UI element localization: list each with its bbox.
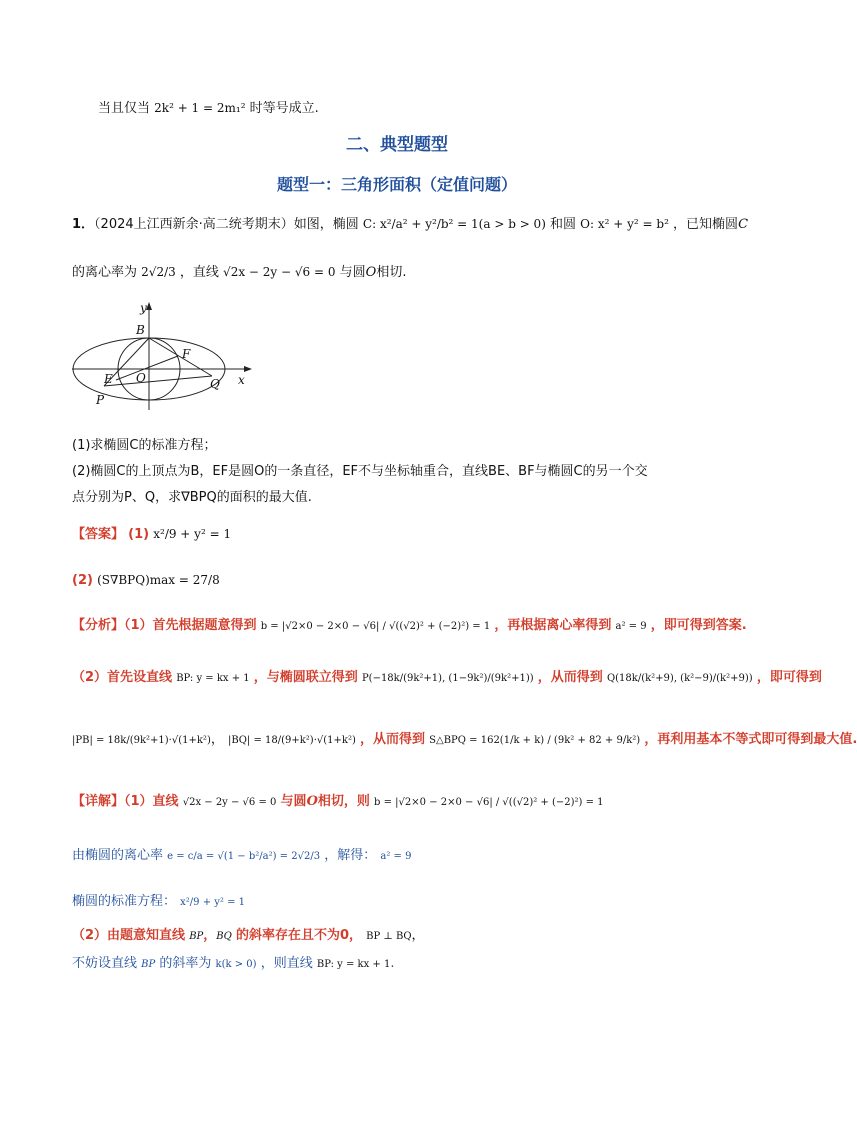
analysis-p2-mid: ，与椭圆联立得到 <box>253 670 358 685</box>
detail-line-5: 不妨设直线 BP 的斜率为 k(k > 0) ，则直线 BP: y = kx + 1. <box>72 956 395 971</box>
detail-d5-pre: 不妨设直线 <box>72 956 138 971</box>
analysis-p2-pre: （2）首先设直线 <box>72 670 173 685</box>
analysis-pb: |PB| = 18k/(9k²+1)·√(1+k²) <box>72 735 211 746</box>
detail-bq: BQ <box>216 931 232 942</box>
problem-number: 1． <box>72 217 95 232</box>
analysis-p3-mid: ，从而得到 <box>360 732 426 747</box>
analysis-area: S△BPQ = 162(1/k + k) / (9k² + 82 + 9/k²) <box>429 735 641 746</box>
answer-part1-label: (1) <box>128 527 150 542</box>
detail-var-o: O <box>306 794 318 809</box>
detail-line-2 <box>72 846 411 867</box>
detail-d1-post: 相切，则 <box>317 794 370 809</box>
detail-d5-mid: 的斜率为 <box>159 956 212 971</box>
answer-part2: (S∇BPQ)max = 27/8 <box>97 573 220 587</box>
detail-ecc-eq: e = c/a = √(1 − b²/a²) = 2√2/3 <box>167 851 321 862</box>
label-q: Q <box>210 377 220 391</box>
ellipse-equation: C: x²/a² + y²/b² = 1(a > b > 0) <box>362 217 546 231</box>
detail-bp: BP <box>189 931 204 942</box>
detail-line-1 <box>72 792 604 813</box>
detail-line-4: （2）由题意知直线 BP，BQ 的斜率存在且不为0， BP ⊥ BQ， <box>72 928 425 943</box>
intro-prefix: 当且仅当 <box>98 101 151 116</box>
detail-d5-post: ，则直线 <box>260 956 313 971</box>
problem-text-3: ，已知椭圆 <box>673 217 739 232</box>
detail-bp-eq: BP: y = kx + 1 <box>316 959 391 970</box>
question-2-line-2: 点分别为P、Q，求∇BPQ的面积的最大值. <box>72 490 312 505</box>
analysis-line-2 <box>72 668 822 689</box>
section-title: 二、典型题型 <box>346 135 448 155</box>
answer-part2-label: (2) <box>72 573 93 588</box>
label-b: B <box>136 323 145 337</box>
detail-d4-pre: （2）由题意知直线 <box>72 928 186 943</box>
y-arrow <box>146 302 152 310</box>
detail-d1-mid: 与圆 <box>280 794 307 809</box>
detail-d4-post: 的斜率存在且不为0， <box>235 928 363 943</box>
detail-d5-bp: BP <box>141 959 156 970</box>
analysis-bq: |BQ| = 18/(9+k²)·√(1+k²) <box>227 735 356 746</box>
detail-d1-pre: （1）直线 <box>124 794 179 809</box>
answer-tag: 【答案】 <box>72 527 125 542</box>
detail-a2: a² = 9 <box>380 851 412 862</box>
analysis-point-p: P(−18k/(9k²+1), (1−9k²)/(9k²+1)) <box>361 673 534 684</box>
label-o: O <box>136 371 146 385</box>
eccentricity-value: 2√2/3 <box>141 265 176 279</box>
tangent-text: 相切. <box>376 265 407 280</box>
problem-line-1 <box>72 214 748 235</box>
problem-source: （2024上江西新余·高二统考期末） <box>94 217 294 232</box>
detail-d2-pre: 由椭圆的离心率 <box>72 848 164 863</box>
var-c: C <box>738 217 749 232</box>
intro-suffix: 时等号成立. <box>249 101 319 116</box>
diameter-ef <box>116 356 178 380</box>
ellipse-figure <box>70 296 260 416</box>
detail-b-eq: b = |√2×0 − 2×0 − √6| / √((√2)² + (−2)²) = 1 <box>374 797 604 808</box>
var-o: O <box>365 265 377 280</box>
analysis-p1-pre: （1）首先根据题意得到 <box>124 618 257 633</box>
analysis-bp: BP: y = kx + 1 <box>176 673 250 684</box>
answer-line-2 <box>72 570 220 591</box>
detail-line-3 <box>72 892 245 913</box>
intro-formula: 2k² + 1 = 2m₁² <box>154 101 246 115</box>
analysis-p1-end: ，即可得到答案. <box>650 618 747 633</box>
detail-k: k(k > 0) <box>215 959 257 970</box>
label-p: P <box>96 393 105 407</box>
question-2-line-1: (2)椭圆C的上顶点为B，EF是圆O的一条直径，EF不与坐标轴重合，直线BE、BF与椭圆C的另一个交 <box>72 464 648 479</box>
ecc-prefix: 的离心率为 <box>72 265 138 280</box>
analysis-b-eq: b = |√2×0 − 2×0 − √6| / √((√2)² + (−2)²) = 1 <box>260 621 491 632</box>
answer-line-1 <box>72 524 231 545</box>
analysis-point-q: Q(18k/(k²+9), (k²−9)/(k²+9)) <box>606 673 753 684</box>
intro-line <box>98 98 319 119</box>
label-x: x <box>238 373 245 387</box>
detail-perp: BP ⊥ BQ <box>366 931 412 942</box>
detail-line-eq: √2x − 2y − √6 = 0 <box>182 797 277 808</box>
analysis-line-3: |PB| = 18k/(9k²+1)·√(1+k²)， |BQ| = 18/(9+k²)·√(1+k²) ，从而得到 S△BPQ = 162(1/k + k) / (9k² + 82 + 9/k²) ，再利用基本不等式即可得到最大值. <box>72 732 857 747</box>
detail-d4-mid: ， <box>203 928 217 943</box>
detail-d3-pre: 椭圆的标准方程： <box>72 894 177 909</box>
problem-text-1: 如图，椭圆 <box>293 217 359 232</box>
label-f: F <box>182 347 191 361</box>
analysis-p1-post: ，再根据离心率得到 <box>494 618 612 633</box>
analysis-tag: 【分析】 <box>72 618 125 633</box>
analysis-p3-end: ，再利用基本不等式即可得到最大值. <box>644 732 857 747</box>
circle-equation: O: x² + y² = b² <box>580 217 669 231</box>
analysis-a2: a² = 9 <box>615 621 647 632</box>
line-bq <box>149 338 212 376</box>
answer-part1: x²/9 + y² = 1 <box>153 527 232 541</box>
analysis-line-1 <box>72 616 747 637</box>
subsection-title: 题型一：三角形面积（定值问题） <box>276 175 517 194</box>
analysis-p2-mid2: ，从而得到 <box>537 670 603 685</box>
line-text: ，直线 <box>179 265 219 280</box>
x-arrow <box>244 366 252 372</box>
analysis-p2-end: ，即可得到 <box>756 670 822 685</box>
problem-text-2: 和圆 <box>550 217 577 232</box>
label-e: E <box>104 372 113 386</box>
label-y: y <box>140 301 147 315</box>
tangent-line-equation: √2x − 2y − √6 = 0 <box>223 265 336 279</box>
circle-text: 与圆 <box>339 265 366 280</box>
detail-standard-eq: x²/9 + y² = 1 <box>180 897 246 908</box>
problem-line-2 <box>72 262 406 283</box>
detail-d2-mid: ，解得： <box>324 848 377 863</box>
question-1: (1)求椭圆C的标准方程； <box>72 438 217 453</box>
detail-tag: 【详解】 <box>72 794 125 809</box>
